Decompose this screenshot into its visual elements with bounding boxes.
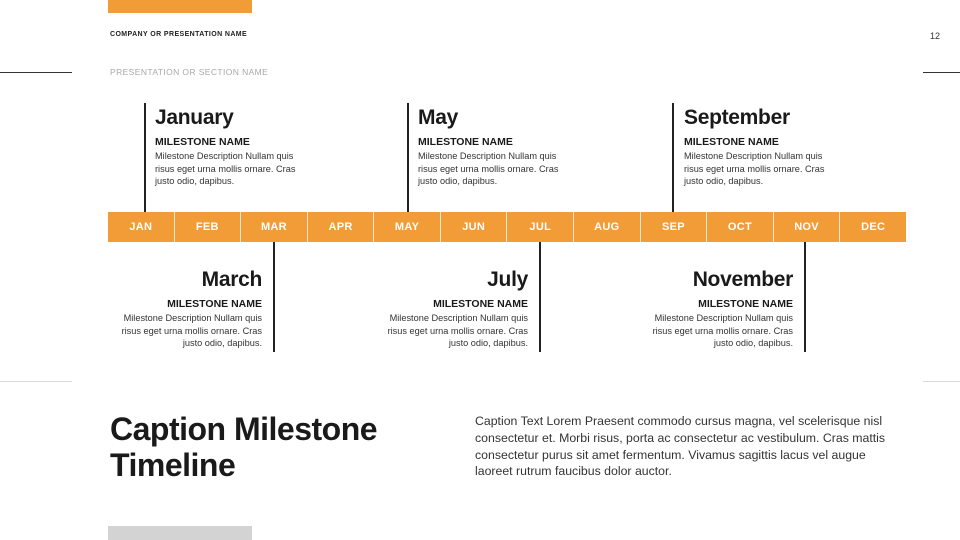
- milestone-january: [155, 107, 315, 188]
- month-cell: JUN: [441, 212, 508, 242]
- milestone-november: [633, 269, 793, 350]
- milestone-connector-may: [407, 103, 409, 212]
- edge-rule-left-bottom: [0, 381, 72, 382]
- milestone-description: Milestone Description Nullam quis risus eget urna mollis ornare. Cras justo odio, dapibus.: [652, 313, 793, 349]
- milestone-title: March: [201, 268, 262, 291]
- month-cell: MAY: [374, 212, 441, 242]
- milestone-title: May: [418, 106, 458, 129]
- milestone-title: January: [155, 106, 234, 129]
- month-cell: APR: [308, 212, 375, 242]
- accent-bar-top: [108, 0, 252, 13]
- month-cell: AUG: [574, 212, 641, 242]
- month-strip: [108, 212, 906, 242]
- milestone-may: [418, 107, 578, 188]
- caption-title: Caption Milestone Timeline: [110, 411, 378, 483]
- milestone-name: MILESTONE NAME: [433, 298, 528, 310]
- milestone-july: [368, 269, 528, 350]
- month-cell: NOV: [774, 212, 841, 242]
- milestone-title: September: [684, 106, 790, 129]
- section-name: PRESENTATION OR SECTION NAME: [110, 67, 269, 77]
- milestone-september: [684, 107, 844, 188]
- month-cell: DEC: [861, 221, 886, 233]
- milestone-connector-sep: [672, 103, 674, 212]
- edge-rule-left-top: [0, 72, 72, 73]
- milestone-title: July: [487, 268, 528, 291]
- milestone-connector-jan: [144, 103, 146, 212]
- milestone-title: November: [692, 268, 793, 291]
- milestone-name: MILESTONE NAME: [418, 136, 513, 148]
- milestone-description: Milestone Description Nullam quis risus eget urna mollis ornare. Cras justo odio, dapibus.: [387, 313, 528, 349]
- milestone-name: MILESTONE NAME: [698, 298, 793, 310]
- milestone-description: Milestone Description Nullam quis risus eget urna mollis ornare. Cras justo odio, dapibus.: [418, 151, 559, 187]
- edge-rule-right-bottom: [923, 381, 960, 382]
- month-cell: OCT: [707, 212, 774, 242]
- month-cell: FEB: [175, 212, 242, 242]
- month-cell: JUL: [507, 212, 574, 242]
- month-cell: MAR: [241, 212, 308, 242]
- placeholder-bar-bottom: [108, 526, 252, 540]
- milestone-march: [102, 269, 262, 350]
- milestone-description: Milestone Description Nullam quis risus eget urna mollis ornare. Cras justo odio, dapibus.: [684, 151, 825, 187]
- milestone-connector-jul: [539, 242, 541, 352]
- milestone-description: Milestone Description Nullam quis risus eget urna mollis ornare. Cras justo odio, dapibus.: [121, 313, 262, 349]
- milestone-name: MILESTONE NAME: [684, 136, 779, 148]
- month-cell: SEP: [641, 212, 708, 242]
- edge-rule-right-top: [923, 72, 960, 73]
- page-number: 12: [929, 31, 940, 41]
- milestone-name: MILESTONE NAME: [167, 298, 262, 310]
- milestone-name: MILESTONE NAME: [155, 136, 250, 148]
- month-cell: JAN: [108, 212, 175, 242]
- milestone-connector-nov: [804, 242, 806, 352]
- caption-text: Caption Text Lorem Praesent commodo cursus magna, vel scelerisque nisl consectetur et. Morbi risus, porta ac consectetur ac vestibulum. Cras mattis consectetur purus sit amet fermentum. Vivamus sagittis lacus vel augue laoreet rutrum faucibus dolor auctor.: [475, 414, 886, 479]
- milestone-description: Milestone Description Nullam quis risus eget urna mollis ornare. Cras justo odio, dapibus.: [155, 151, 296, 187]
- milestone-connector-mar: [273, 242, 275, 352]
- company-name: COMPANY OR PRESENTATION NAME: [110, 31, 248, 38]
